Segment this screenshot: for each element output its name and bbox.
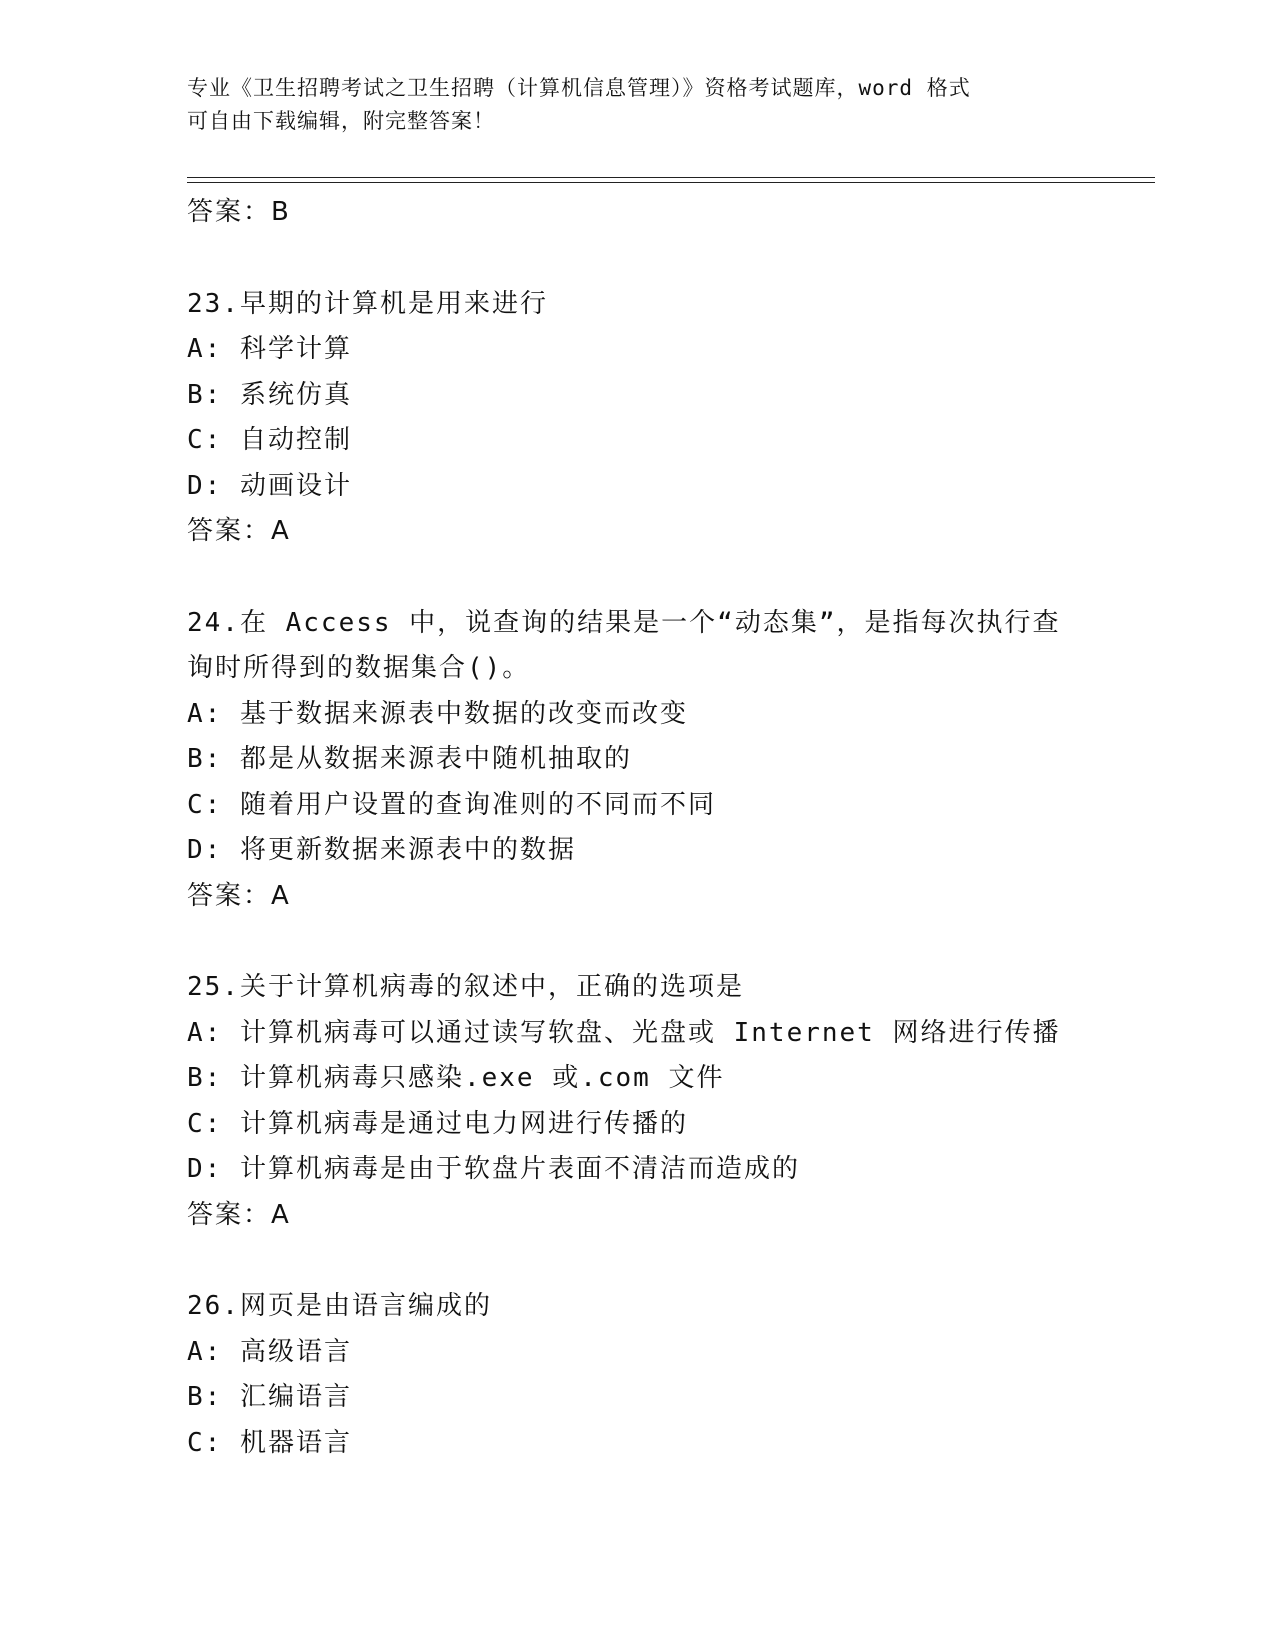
option-b: B: 汇编语言 <box>187 1382 352 1412</box>
header-divider-top <box>187 177 1155 178</box>
option-c: C: 随着用户设置的查询准则的不同而不同 <box>187 789 716 820</box>
header-line-2: 可自由下载编辑，附完整答案！ <box>187 109 495 133</box>
question-stem: 25.关于计算机病毒的叙述中，正确的选项是 <box>187 972 744 1002</box>
option-c: C: 自动控制 <box>187 425 352 455</box>
option-a: A: 高级语言 <box>187 1336 352 1367</box>
answer: 答案：A <box>187 516 291 546</box>
question-24 <box>187 601 1087 920</box>
header-divider-bottom <box>187 182 1155 183</box>
option-b: B: 计算机病毒只感染.exe 或.com 文件 <box>187 1063 725 1093</box>
header-line-1: 专业《卫生招聘考试之卫生招聘（计算机信息管理）》资格考试题库，word 格式 <box>187 76 971 100</box>
question-25 <box>187 965 1087 1238</box>
option-d: D: 动画设计 <box>187 470 352 501</box>
question-26 <box>187 1284 1087 1466</box>
question-stem-line-2: 询时所得到的数据集合()。 <box>187 653 531 683</box>
question-23 <box>187 282 1087 555</box>
option-c: C: 机器语言 <box>187 1427 352 1458</box>
option-a: A: 科学计算 <box>187 334 352 364</box>
answer-22: 答案：B <box>187 197 291 227</box>
option-b: B: 都是从数据来源表中随机抽取的 <box>187 744 632 774</box>
option-b: B: 系统仿真 <box>187 379 352 410</box>
option-a: A: 基于数据来源表中数据的改变而改变 <box>187 698 688 729</box>
document-header <box>187 72 1067 138</box>
question-stem-line-1: 24.在 Access 中，说查询的结果是一个“动态集”，是指每次执行查 <box>187 607 1061 638</box>
option-c: C: 计算机病毒是通过电力网进行传播的 <box>187 1108 688 1139</box>
option-d: D: 将更新数据来源表中的数据 <box>187 835 576 865</box>
question-stem: 26.网页是由语言编成的 <box>187 1291 492 1321</box>
question-stem: 23.早期的计算机是用来进行 <box>187 288 548 319</box>
option-a: A: 计算机病毒可以通过读写软盘、光盘或 Internet 网络进行传播 <box>187 1017 1061 1048</box>
answer: 答案：A <box>187 880 291 911</box>
option-d: D: 计算机病毒是由于软盘片表面不清洁而造成的 <box>187 1154 800 1184</box>
answer: 答案：A <box>187 1199 291 1230</box>
question-list <box>187 188 1087 1466</box>
